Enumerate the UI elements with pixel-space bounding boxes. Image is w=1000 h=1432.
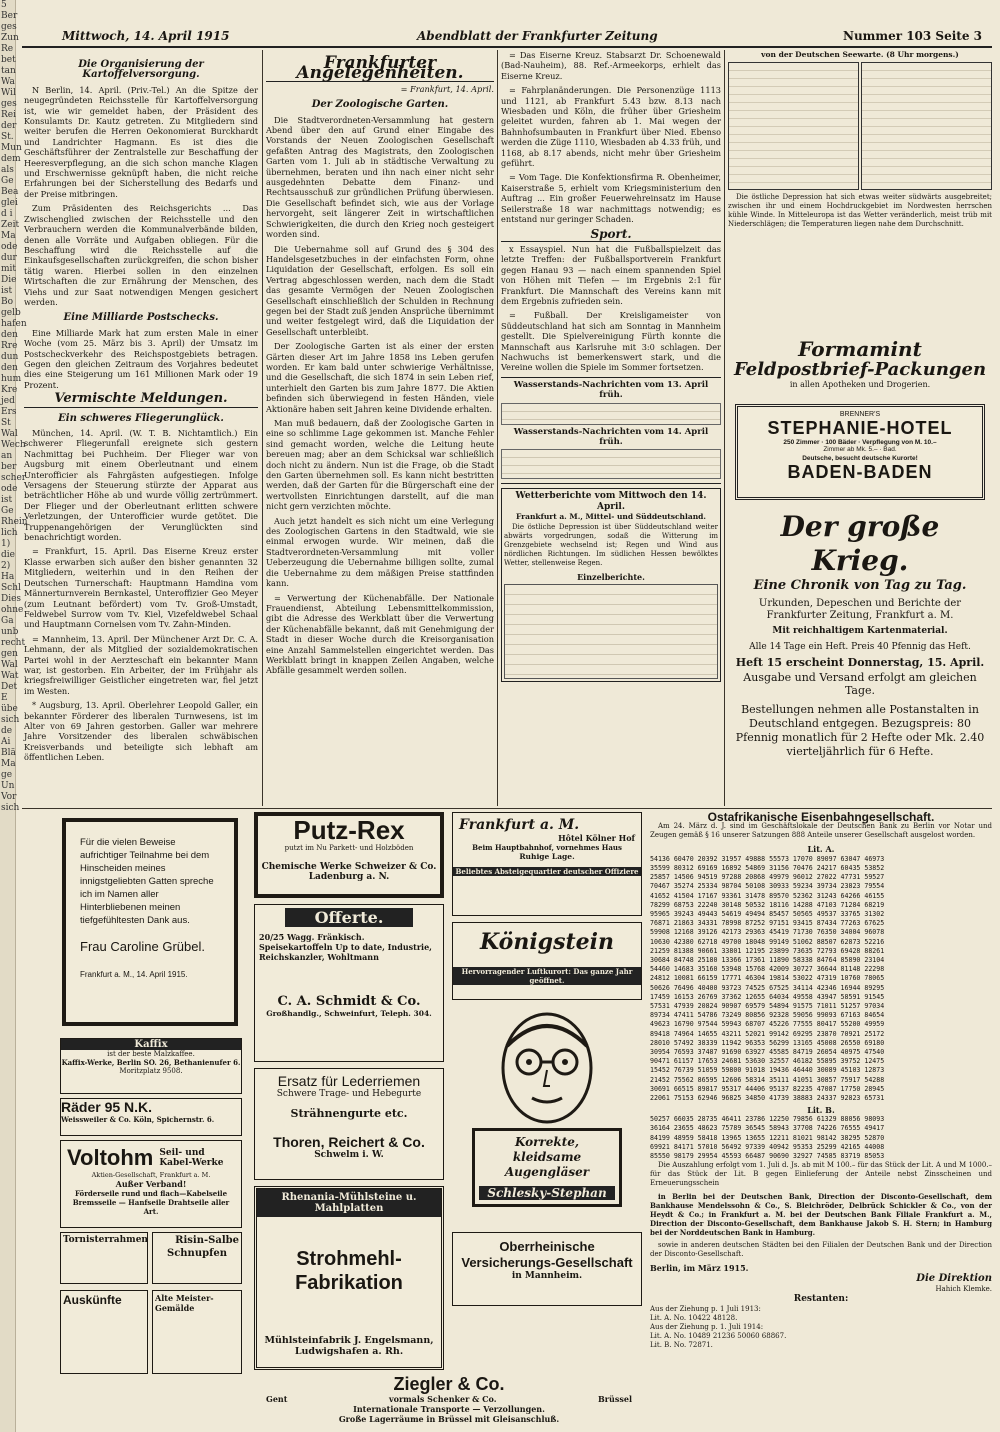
ad-rhenania-title: Rhenania-Mühlsteine u. Mahlplatten [257,1189,441,1217]
ad-krieg-line: Eine Chronik von Tag zu Tag. [753,578,967,593]
gutter-fragment: E [1,693,8,703]
headline: Der Zoologische Garten. [311,99,449,111]
gutter-fragment: unb [1,627,19,637]
ad-death-name: Frau Caroline Grübel. [80,939,205,954]
gutter-fragment: Wil [1,88,16,98]
ad-risin-line: Schnupfen [166,1248,228,1259]
ad-putz-rex [254,812,444,898]
ad-koenigstein-line: Hervorragender Luftkurort: Das ganze Jahr geöffnet. [453,967,641,985]
ad-fhotel-line: Ruhige Lage. [519,852,575,861]
gutter-fragment: dem [1,154,21,164]
ad-offerte-address: Großhandlg., Schweinfurt, Teleph. 304. [266,1009,432,1018]
gutter-fragment: Bo [1,297,14,307]
ad-ober-city: in Mannheim. [511,1271,583,1281]
gutter-fragment: Wa [1,77,15,87]
notice-title: Ostafrikanische Eisenbahngesellschaft. [707,810,935,824]
column-rule [724,50,725,806]
ad-offerte-line: 20/25 Wagg. Fränkisch. Speisekartoffeln Up to date, Industrie, Reichskanzler, Wohltmann [259,932,432,962]
ad-voltohm [60,1140,242,1228]
gutter-fragment: Rei [1,110,16,120]
gutter-fragment: der [1,121,17,131]
notice-banks: in Berlin bei der Deutschen Bank, Direction der Disconto-Gesellschaft, dem Bankhause Mendelssohn & Co., S. Bleichröder, Delbrück Schickler & Co., von der Heydt & Co.; in Frankfurt a. M. bei der Deutschen Bank Filiale Frankfurt a. M., Direction der Disconto-Gesellschaft, dem Bankhause Jakob S. H. Stern; in Hamburg bei der Norddeutschen Bank in Hamburg. [650,1192,992,1238]
ad-fhotel-line: Beim Hauptbahnhof, vornehmes Haus [472,843,622,852]
article-text: Zum Präsidenten des Reichsgerichts ... Das Zwischenglied zwischen der Reichsstelle und den Verbrauchern werden die Kommunalverbände bilden, denen alle Vorräte und Aufgaben obliegen. Für die Beschaffung wird die Reichsstelle auf die Einkaufsgesellschaften zurückgreifen, die schon bisher tätig waren. Hierbei sollen in den einzelnen Wirtschaften die zur Ernährung der Menschen, des Viehs und zur Saat notwendigen Mengen gesichert werden. [24,203,258,307]
article-text: = Fahrplanänderungen. Die Personenzüge 1113 und 1121, ab Frankfurt 5.43 bzw. 8.13 nach Wiesbaden und Köln, die früher über Griesheim geleitet wurden, fahren ab 1. Mai wegen der Bahnhofsumbauten in Frankfurt über Nied. Ebenso werden die Züge 1110, Wiesbaden ab 4.33 früh, und 1168, ab 8.17 abends, nicht mehr über Griesheim geführt. [501,85,721,169]
gutter-fragment: hafen [1,319,27,329]
gutter-fragment: Wech [1,440,26,450]
ad-gemaelde-title: Alte Meister-Gemälde [155,1293,214,1313]
gutter-fragment: Ga [1,616,14,626]
ad-voltohm-line: Außer Verband! [115,1179,187,1189]
article-text: Auch jetzt handelt es sich nicht um eine Verlegung des Zoologischen Gartens in den Stadtwald, wie sie einmal erwogen wurde. Wir meinen, daß die Stadtverordneten-Versammlung mit voller Ueberzeugung die Uebernahme billigen sollte, zumal die Uebernahme zu dem mäßigen Preise stattfinden kann. [266,515,494,589]
gutter-fragment: Ma [1,231,16,241]
article-text: Eine Milliarde Mark hat zum ersten Male in einer Woche (vom 25. März bis 3. April) der Umsatz im Postscheckverkehr des Reichspostgebiets betragen. Gegen den gleichen Zeitraum des Vorjahres bedeutet dies eine Steigerung um 161 Millionen Mark oder 19 Prozent. [24,327,258,390]
gutter-fragment: de [1,726,13,736]
gutter-fragment: an [1,451,13,461]
ad-risin-title: Risin-Salbe [175,1235,239,1246]
section-title: Sport. [501,229,721,242]
ad-augenglaeser [452,1006,642,1228]
article-text: Die Stadtverordneten-Versammlung hat gestern Abend über den auf Grund einer Eingabe des Vorstands der Neuen Zoologischen Gesellschaft gefaßten Antrag des Magistrats, den Zoologischen Garten vom 1. Juli ab in städtische Verwaltung zu übernehmen, beraten und ihn nach einer nicht sehr ausgedehnten Debatte dem Finanz- und Rechtsausschuß zur gründlichen Prüfung überwiesen. Die Gesellschaft befindet sich, wie aus der Vorlage hervorgeht, seit längerer Zeit in wirtschaftlichen Schwierigkeiten, die durch den Krieg noch gesteigert worden sind. [266,114,494,240]
article-text: = Vom Tage. Die Konfektionsfirma R. Obenheimer, Kaiserstraße 5, erhielt vom Kriegsministerium den Auftrag ... Ein großer Feuerwehreinsatz im Hause Seilerstraße 18 war nachmittags notwendig; es entstand nur geringer Schaden. [501,172,721,225]
notice-restanten-line: Aus der Ziehung p. 1. Juli 1914: [650,1322,764,1331]
gutter-fragment: Zun [1,33,19,43]
gutter-fragment: jed [1,396,15,406]
weather-subtitle: Frankfurt a. M., Mittel- und Süddeutschland. [515,512,707,522]
ad-ziegler [254,1374,644,1424]
gutter-fragment: gen [1,649,18,659]
ad-voltohm-sub: Seil- und Kabel-Werke [159,1148,224,1168]
notice-signature-names: Hahich Klemke. [935,1285,992,1294]
gutter-fragment: Ai [1,737,11,747]
ad-rhenania-company: Mühlsteinfabrik J. Engelsmann, Ludwigshafen a. Rh. [264,1335,434,1357]
gutter-fragment: Kre [1,385,18,395]
ad-oberrheinische [452,1232,642,1306]
ad-ober-title: Oberrheinische Versicherungs-Gesellschaft [461,1239,633,1270]
ad-augen-title: Korrekte, kleidsame Augengläser [504,1135,590,1179]
notice-lit-label: Lit. A. [807,844,835,855]
ad-ersatz-title: Ersatz für Lederriemen [277,1073,421,1089]
header-masthead: Abendblatt der Frankfurter Zeitung [417,29,658,43]
notice-signature: Die Direktion [916,1272,992,1284]
column-rule [262,50,263,806]
ad-hotel-city: BADEN-BADEN [787,462,933,482]
ad-frankfurt-hotel [452,812,642,916]
gutter-fragment: Wat [1,671,19,681]
gutter-fragment: den [1,363,18,373]
gutter-fragment: glei [1,198,18,208]
ad-ersatz-line: Schwere Trage- und Hebegurte [276,1089,422,1099]
gutter-fragment: St. [1,132,14,142]
gutter-fragment: ber [1,462,17,472]
article-text: München, 14. April. (W. T. B. Nichtamtlich.) Ein schwerer Fliegerunfall ereignete sich gestern Nachmittag bei Puchheim. Der Flieger war von Augsburg mit einem Oberleutnant und einem Unterofficier als Fahrgästen aufgestiegen. Infolge Versagens der Steuerung stürzte der Apparat aus beträchtlicher Höhe ab und wurde völlig zertrümmert. Der Flieger und der Oberleutnant erlitten schwere Verletzungen, der Unterofficier wurde getötet. Die Truppenangehörigen der Verunglückten sind benachrichtigt worden. [24,428,258,543]
ad-ersatz-company: Thoren, Reichert & Co. [273,1134,425,1150]
gutter-fragment: 5 [1,0,7,10]
gutter-fragment: Re [1,44,14,54]
notice-restanten-line: Aus der Ziehung p. 1 Juli 1913: [650,1304,761,1313]
ad-krieg-line: Heft 15 erscheint Donnerstag, 15. April. [735,656,985,669]
notice-text: Am 24. März d. J. sind im Geschäftslokale der Deutschen Bank zu Berlin vor Notar und Zeugen gemäß § 16 unserer Satzungen 888 Anteile unserer Gesellschaft ausgelost worden. [650,822,992,840]
gutter-fragment: Blä [1,748,16,758]
ad-augen-company: Schlesky-Stephan [479,1186,615,1200]
gutter-fragment: St [1,418,11,428]
gutter-fragment: lich [1,528,18,538]
gutter-fragment: bet [1,55,16,65]
ad-putzrex-line: putzt im Nu Parkett- und Holzböden [284,844,414,852]
ad-ziegler-line: Internationale Transporte — Verzollungen. [353,1404,545,1414]
ad-stephanie-hotel [735,404,985,500]
ad-formamint-brand: Formamint [798,337,922,361]
ad-ziegler-company: Ziegler & Co. [393,1374,505,1394]
notice-restanten-line: Lit. A. No. 10422 48128. [650,1313,738,1322]
gutter-fragment: Zeit [1,220,20,230]
article-text: N Berlin, 14. April. (Priv.-Tel.) An die Spitze der neugegründeten Reichsstelle für Kartoffelversorgung ist, wie wir gemeldet haben, der Präsident des Konsulamts Dr. Kautz getreten. Zu Mitgliedern sind weiter berufen die Herren Oekonomierat Burckhardt und Landrichter Hagmann. Es ist dies die Geschäftsführer der Zentralstelle zur Beschaffung der Heeresverpflegung, an die sich schon manche Klagen und Erschwernisse geknüpft haben, die nicht reiche Erfahrungen bei der Sicherstellung des Bedarfs und der Preise mitbringen. [24,84,258,199]
water-levels [501,377,721,485]
notice-restanten: Restanten: [793,1294,849,1305]
ad-ziegler-city: Gent [266,1394,288,1404]
gutter-fragment: Un [1,781,15,791]
ad-kaffix-line: Moritzplatz 9508. [119,1067,183,1075]
gutter-fragment: Mun [1,143,22,153]
gutter-fragment: Ers [1,407,17,417]
column-frankfurt [266,54,494,804]
gutter-fragment: als [1,165,14,175]
header-date: Mittwoch, 14. April 1915 [62,29,230,43]
ad-rhenania-main: Strohmehl-Fabrikation [295,1248,403,1294]
ad-voltohm-line: Aktien-Gesellschaft, Frankfurt a. M. [91,1171,211,1179]
column-news [24,54,258,804]
notice-ostafrika [650,812,992,1422]
ad-krieg-line: Alle 14 Tage ein Heft. Preis 40 Pfennig das Heft. [749,642,971,652]
notice-date: Berlin, im März 1915. [650,1263,749,1274]
water-table [501,403,721,425]
bespectacled-face-illustration [452,1006,642,1124]
ad-koenigstein [452,922,642,1000]
gutter-fragment: 1) [1,539,11,549]
ad-hotel-line: Zimmer ab Mk. 5.– · Bad. [823,446,897,453]
gutter-fragment: Rhein [1,517,28,527]
ad-voltohm-brand: Voltohm [67,1145,154,1170]
water-levels-title: Wasserstands-Nachrichten vom 13. April früh. [513,379,709,401]
observations-title: von der Deutschen Seewarte. (8 Uhr morgens.) [761,50,959,59]
ad-hotel-line: 250 Zimmer · 100 Bäder · Verpflegung von M. 10.– [783,439,937,446]
weather-title: Wetterberichte vom Mittwoch den 14. April. [515,491,707,512]
ad-auskuenfte [60,1290,148,1374]
observations-table-right [861,62,992,190]
gutter-fragment: ist [1,286,13,296]
article-text: = Fußball. Der Kreisligameister von Süddeutschland hat sich am Sonntag in Mannheim gestellt. Die Spielvereinigung Fürth konnte die Mannschaft aus Karlsruhe mit 3:0 schlagen. Der Nachwuchs ist bemerkenswert stark, und die Vereine wollen die Spiele im Sommer fortsetzen. [501,310,721,373]
gutter-fragment: Die [1,275,17,285]
ad-ersatz-line: Strähnengurte etc. [290,1107,408,1120]
gutter-fragment: ohne [1,605,24,615]
gutter-fragment: mit [1,264,17,274]
gutter-fragment: ist [1,495,13,505]
article-text: Die Uebernahme soll auf Grund des § 304 des Handelsgesetzbuches in der einfachsten Form, ohne Liquidation der Gesellschaft, erfolgen. Es soll ein Vertrag abgeschlossen werden, nach dem die Stadt das gesamte Vermögen der Neuen Zoologischen Gesellschaft einschließlich der Schulden in Rechnung gegen bei der Stadt zuß jenden Ansprüche übernimmt und weiter festgelegt wird, daß die Liquidation der Gesellschaft unterbleibt. [266,243,494,337]
section-rule [22,808,992,809]
gutter-fragment: sich [1,715,20,725]
ad-death-notice [62,818,238,1026]
ad-ziegler-city: Brüssel [598,1394,632,1404]
weather-text: Die östliche Depression ist über Süddeutschland weiter abwärts vorgedrungen, sodaß die Witterung im Grenzgebiete wechselnd ist; Regen und Wind aus nördlichen Richtungen. Im südlichen Hessen bewölktes Wetter, stellenweise Regen. [504,522,718,567]
weather-report [501,488,721,682]
ad-krieg-title: Der große Krieg. [780,510,940,577]
ad-raeder [60,1098,242,1136]
gutter-fragment: ge [1,770,13,780]
ad-kaffix-line: Kaffix-Werke, Berlin SO. 26, Bethanienufer 6. [61,1058,241,1067]
ad-death-date: Frankfurt a. M., 14. April 1915. [80,970,188,979]
ad-putzrex-brand: Putz-Rex [293,815,405,845]
article-text: x Essayspiel. Nun hat die Fußballspielzeit das letzte Treffen: der Fußballsportverein Frankfurt gegen Hanau 93 — nach einem spannenden Spiel von Höhen mit Tiefen — im Ergebnis 2:1 für Frankfurt. Die Mannschaft des Vereins kann mit dem Ergebnis zufrieden sein. [501,243,721,306]
gutter-fragment: d i [1,209,13,219]
notice-lit-label: Lit. B. [807,1104,835,1115]
gutter-fragment: Wal [1,660,18,670]
ad-kaffix-line: ist der beste Malzkaffee. [107,1050,195,1058]
gutter-fragment: Rre [1,341,18,351]
section-title: Frankfurter Angelegenheiten. [266,58,494,82]
ad-krieg-line: Urkunden, Depeschen und Berichte der Frankfurter Zeitung, Frankfurt a. M. [758,598,962,621]
ad-raeder-line: Weissweiler & Co. Köln, Spichernstr. 6. [61,1115,215,1124]
gutter-fragment: Bea [1,187,19,197]
notice-number-list: 54136 60470 20392 31957 49888 55573 17070 89097 63047 46973 35599 80312 69169 16892 54869 31156 70476 24217 60435 53852 25857 14506 94519 97288 20868 49979 96012 27022 47731 59527 70467 35274 25334 98704 50108 30933 59234 39734 23823 79554 41652 41504 17167 93361 31478 89570 52362 31243 64266 46155 78299 68753 22240 30148 50532 18116 14288 47103 71284 68219 95965 39243 49443 54619 49494 85457 50565 49537 33765 31302 76871 21863 34331 78998 87252 97151 93415 87434 77263 67625 59908 12168 39126 42173 29363 45419 71730 76350 34004 96078 10630 42380 62718 49700 18048 99149 51062 88507 62873 52216 21259 81388 90661 33801 12195 23899 73635 72793 69428 88261 30684 84748 25180 13366 17361 11890 58338 84764 85890 23104 54460 14683 35160 53948 15768 42009 30727 36644 81148 22298 24812 10081 66159 17771 46304 19814 53022 47319 10760 78065 50626 76496 40400 93723 74525 67525 34114 42346 16944 89295 17459 16153 26769 37362 12655 64034 49558 43947 58591 91545 57531 47939 20824 90907 69579 54894 91575 71011 51257 97034 89734 47411 54786 73249 80856 92328 59056 99093 67163 84654 49623 16790 97544 59943 68707 45226 77555 80417 55200 49959 89418 74964 14655 43211 52021 99142 69295 23870 70921 25172 28010 57492 38339 11942 96353 56299 13165 45008 26550 69180 30954 76593 37487 91690 63927 45585 84719 26054 40975 47540 90471 61157 17653 24681 53630 32557 46182 55895 39752 12475 15452 76739 51059 59800 91018 19436 46440 30089 45103 12873 21452 75562 86595 12606 58314 35111 41051 30857 75917 54288 30691 66515 89817 95317 44406 95137 82235 47087 17750 28945 22061 75153 62946 96825 34850 41739 38883 24337 92823 65731 [650,854,885,1103]
ad-death-text: Für die vielen Beweise aufrichtiger Teilnahme bei dem Hinscheiden meines innigstgeliebten Gatten spreche ich im Namen aller Hinterbliebenen meinen tiefgefühltesten Dank aus. [80,837,214,926]
gutter-fragment: sich [1,803,20,813]
observations-text: Die östliche Depression hat sich etwas weiter südwärts ausgebreitet; zwischen ihr und einem Hochdruckgebiet im Nordwesten herrschen kühle Winde. In Mitteleuropa ist das Wetter veränderlich, meist trüb mit Niederschlägen; die Temperaturen liegen nahe dem Durchschnitt. [728,193,992,229]
article-text: Der Zoologische Garten ist als einer der ersten Gärten dieser Art im Jahre 1858 ins Leben gerufen worden. Er kam bald unter schwierige Verhältnisse, und die Gesellschaft, die sich 1874 in sein Leben rief, unterhielt den Garten bis zum Jahre 1877. Die Aktien befinden sich überwiegend in festen Händen, viele Aktionäre haben seit Jahren keine Dividende erhalten. [266,341,494,414]
headline: Die Organisierung der Kartoffelversorgung. [78,59,204,81]
gutter-fragment: die [1,550,15,560]
water-table [501,449,721,479]
notice-text: sowie in anderen deutschen Städten bei den Filialen der Deutschen Bank und der Direction der Disconto-Gesellschaft. [650,1241,992,1259]
ad-auskuenfte-title: Auskünfte [63,1293,122,1307]
ad-gemaelde [152,1290,242,1374]
ad-kaffix [60,1038,242,1094]
gutter-fragment: hum [1,374,22,384]
gutter-fragment: Det [1,682,18,692]
left-gutter-fragment [0,0,28,1432]
ad-kaffix-brand: Kaffix [61,1039,241,1050]
ad-ziegler-line: Große Lagerräume in Brüssel mit Gleisanschluß. [338,1414,560,1424]
ad-offerte-company: C. A. Schmidt & Co. [277,994,421,1009]
gutter-fragment: Ma [1,759,16,769]
notice-number-list: 50257 66035 28735 46411 23786 12250 79856 61329 88056 98093 36164 23655 48623 75789 36545 58943 37708 74226 76555 49417 84199 48959 58418 13965 13655 12211 81021 98142 38295 52870 69921 84171 57010 56492 97339 40942 95353 25299 42165 44008 85550 98179 29954 45593 66487 90690 32927 74585 83719 85053 [650,1115,885,1161]
notice-text: Die Auszahlung erfolgt vom 1. Juli d. Js. ab mit M 100.– für das Stück der Lit. A und M 1000.– für das Stück der Lit. B gegen Einlieferung der Anteile nebst Zinsscheinen und Erneuerungsschein [650,1161,992,1188]
ad-koenigstein-title: Königstein [480,929,614,955]
weather-details-title: Einzelberichte. [577,571,645,582]
ad-formamint-where: in allen Apotheken und Drogerien. [789,380,931,389]
ad-fhotel-name: Hôtel Kölner Hof [558,833,635,843]
gutter-fragment: 2) [1,561,11,571]
article-text: = Frankfurt, 15. April. Das Eiserne Kreuz erster Klasse erwarben sich außer den bisher genannten 32 Mitgliedern, weiterhin und in den Reihen der Deutschen Turnerschaft: Hauptmann Hamdina vom Männerturnverein Bernkastel, Unteroffizier Geo Meyer (zum Leutnant befördert) vom Tv. Groß-Umstadt, Feldwebel Surrow vom Tv. Kiel, Vizefeldwebel Schaal und Hauptmann Cornelsen vom Tv. Zahn-Minden. [24,546,258,630]
gutter-fragment: Vor [1,792,17,802]
notice-restanten-line: Lit. B. No. 72871. [650,1340,713,1349]
gutter-fragment: recht [1,638,26,648]
section-title: Vermischte Meldungen. [24,394,258,407]
ad-raeder-title: Räder 95 N.K. [61,1099,153,1115]
water-levels-title: Wasserstands-Nachrichten vom 14. April früh. [513,426,709,447]
headline: Eine Milliarde Postschecks. [63,312,219,324]
gutter-fragment: Wal [1,429,18,439]
ad-hotel-line: Deutsche, besucht deutsche Kurorte! [802,455,918,462]
header-page-number: Nummer 103 Seite 3 [842,29,982,43]
weather-observations [728,50,992,250]
article-text: = Mannheim, 13. April. Der Münchener Arzt Dr. C. A. Lehmann, der als Mitglied der sozialdemokratischen Partei wohl in der Aerzteschaft ein bekannter Mann war, ist gestorben. Ein Arbeiter, der im Frühjahr als kriegsfreiwilliger Geistlicher eingetreten war, fiel jetzt im Westen. [24,633,258,696]
ad-krieg-line: Bestellungen nehmen alle Postanstalten in Deutschland entgegen. Bezugspreis: 80 Pfennig monatlich für 2 Hefte oder Mk. 2.40 vierteljährlich für 6 Hefte. [735,703,985,758]
ad-ersatz-lederriemen [254,1068,444,1180]
gutter-fragment: ode [1,242,18,252]
ad-voltohm-line: Förderseile rund und flach—Kabelseile Bremsseile — Hanfseile Drahtseile aller Art. [72,1189,230,1216]
gutter-fragment: Ge [1,506,14,516]
gutter-fragment: Ge [1,176,14,186]
ad-formamint-product: Feldpostbrief-Packungen [733,359,987,380]
article-text: * Augsburg, 13. April. Oberlehrer Leopold Galler, ein bekannter Förderer des liberalen Turnwesens, ist im Alter von 69 Jahren gestorben. Galler war mehrere Jahre Vorsitzender des liberalen schwäbischen Kreisverbands und beteiligte sich lebhaft am öffentlichen Leben. [24,700,258,763]
column-rule [497,50,498,806]
ad-krieg-line: Ausgabe und Versand erfolgt am gleichen Tage. [743,671,977,697]
ad-hotel-name: STEPHANIE-HOTEL [767,418,953,438]
ad-rhenania [254,1186,444,1370]
ad-risin-salbe [152,1232,242,1284]
ad-putzrex-maker: Chemische Werke Schweizer & Co. Ladenburg a. N. [261,862,437,882]
gutter-fragment: scher [1,473,27,483]
ad-fhotel-line: Beliebtes Absteigequartier deutscher Offiziere [453,867,641,876]
column-local-sport [501,50,721,806]
page-header [22,26,992,48]
gutter-fragment: Dies [1,594,22,604]
headline: Ein schweres Fliegerunglück. [58,412,224,424]
weather-detail-table [504,584,718,679]
gutter-fragment: dun [1,352,19,362]
ad-der-grosse-krieg [730,510,990,804]
gutter-fragment: den [1,330,18,340]
gutter-fragment: Schl [1,583,21,593]
ad-ziegler-former: vormals Schenker & Co. [388,1394,497,1404]
ad-tornister [60,1232,148,1284]
gutter-fragment: Ha [1,572,15,582]
gutter-fragment: Ber [1,11,18,21]
gutter-fragment: ges [1,99,17,109]
ad-offerte [254,904,444,1062]
gutter-fragment: übe [1,704,18,714]
ad-tornister-title: Tornisterrahmen [63,1235,148,1245]
gutter-fragment: ges [1,22,17,32]
ad-formamint [730,338,990,394]
observations-table-left [728,62,859,190]
ad-hotel-top: BRENNER'S [839,411,881,418]
gutter-fragment: gelb [1,308,21,318]
article-text: = Verwertung der Küchenabfälle. Der Nationale Frauendienst, Abteilung Lebensmittelkommission, gibt die Adresse des Werkblatt über die Verwertung der Küchenabfälle bekannt, daß mit Genehmigung der Stadt in dieser Woche durch die Kreisorganisation eine Anzahl Sammelstellen eingerichtet werden. Das Werkblatt bringt in knappen Zeilen Angaben, welche Abfälle gesammelt werden sollen. [266,592,494,676]
dateline: = Frankfurt, 14. April. [400,83,494,94]
gutter-fragment: tan [1,66,16,76]
gutter-fragment: dur [1,253,17,263]
article-text: Man muß bedauern, daß der Zoologische Garten in eine so schlimme Lage gekommen ist. Manche Fehler sind gemacht worden, welche die Leitung heute bereuen mag; aber an dem Schicksal war schließlich doch nicht zu ändern. Nun ist die Frage, ob die Stadt den Garten übernehmen soll. Es kann nicht bestritten werden, daß der Garten für die Bürgerschaft eine der wertvollsten Einrichtungen darstellt, auf die man nicht gern verzichten möchte. [266,418,494,512]
ad-krieg-line: Mit reichhaltigem Kartenmaterial. [772,626,948,636]
ad-offerte-title: Offerte. [285,908,413,927]
gutter-fragment: ode [1,484,18,494]
ad-ersatz-city: Schwelm i. W. [314,1150,384,1160]
notice-restanten-line: Lit. A. No. 10489 21236 50060 68867. [650,1331,787,1340]
ad-fhotel-city: Frankfurt a. M. [459,817,580,833]
article-text: = Das Eiserne Kreuz. Stabsarzt Dr. Schoenewald (Bad-Nauheim), 88. Ref.-Armeekorps, erhielt das Eiserne Kreuz. [501,50,721,81]
